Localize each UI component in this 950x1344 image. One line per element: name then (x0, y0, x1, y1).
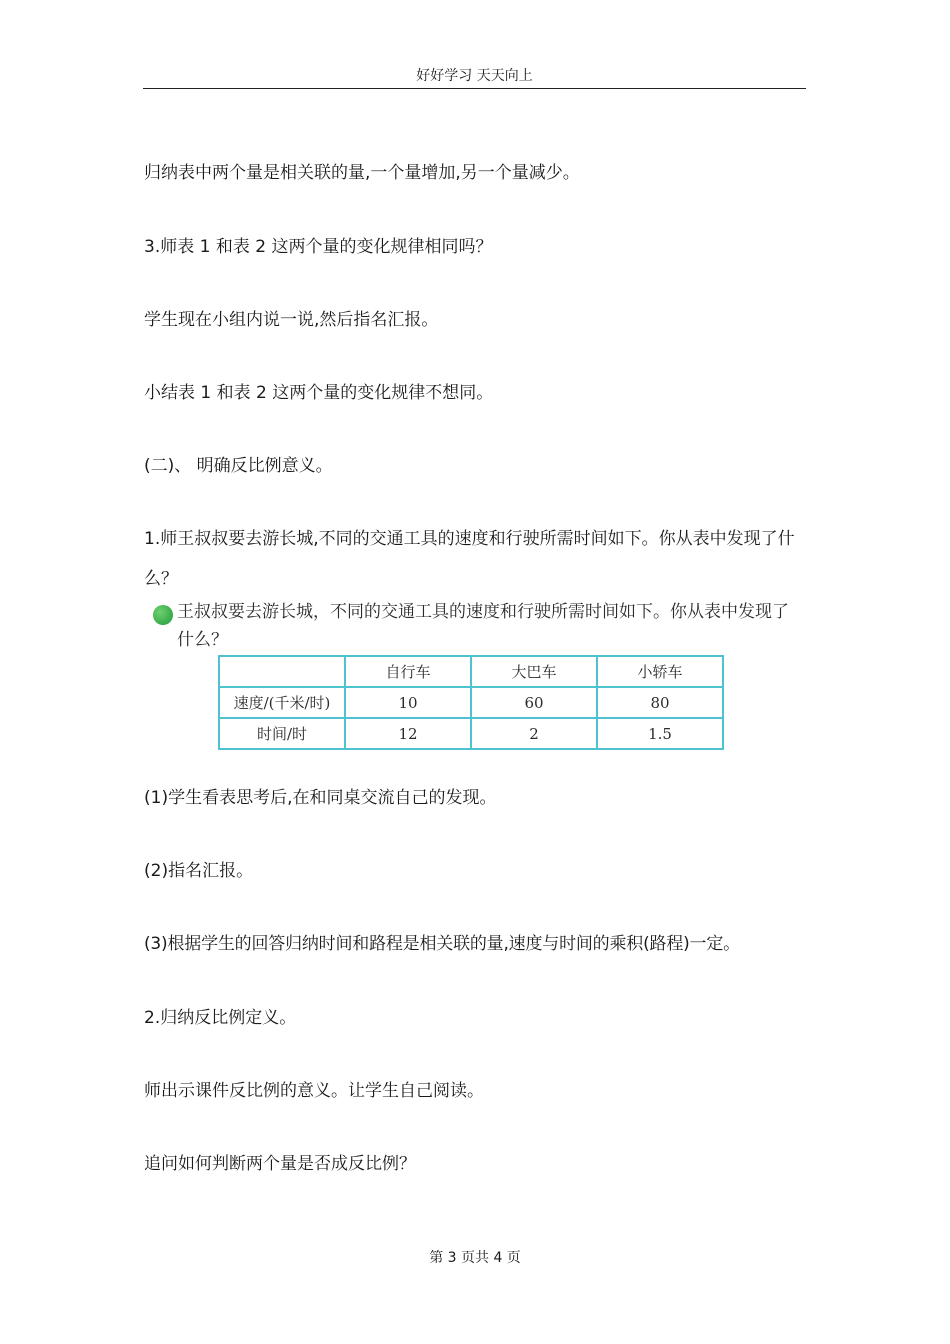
table-cell: 10 (345, 687, 471, 718)
paragraph: (1)学生看表思考后,在和同桌交流自己的发现。 (144, 788, 497, 808)
page-header: 好好学习 天天向上 (416, 68, 533, 84)
page-number: 第 3 页共 4 页 (429, 1250, 521, 1266)
table-row (219, 687, 723, 718)
row-header: 速度/(千米/时) (219, 687, 345, 718)
table-cell: 80 (597, 687, 723, 718)
textbook-figure (150, 598, 810, 760)
paragraph: 1.师王叔叔要去游长城,不同的交通工具的速度和行驶所需时间如下。你从表中发现了什么？ (144, 529, 795, 589)
paragraph: 追问如何判断两个量是否成反比例？ (144, 1154, 416, 1174)
paragraph: 师出示课件反比例的意义。让学生自己阅读。 (144, 1081, 484, 1101)
column-header: 小轿车 (597, 656, 723, 687)
table-cell: 60 (471, 687, 597, 718)
figure-question: 王叔叔要去游长城，不同的交通工具的速度和行驶所需时间如下。你从表中发现了什么？ (177, 602, 789, 650)
paragraph: 小结表 1 和表 2 这两个量的变化规律不想同。 (144, 383, 494, 403)
data-table (218, 655, 724, 750)
paragraph: 3.师表 1 和表 2 这两个量的变化规律相同吗？ (144, 237, 493, 257)
paragraph: 归纳表中两个量是相关联的量,一个量增加,另一个量减少。 (144, 163, 580, 183)
column-header: 大巴车 (471, 656, 597, 687)
header-rule (143, 88, 806, 89)
paragraph: (2)指名汇报。 (144, 861, 254, 881)
table-row (219, 718, 723, 749)
green-bullet-icon (153, 605, 173, 625)
paragraph: (3)根据学生的回答归纳时间和路程是相关联的量,速度与时间的乘积(路程)一定。 (144, 934, 740, 954)
table-header-row (219, 656, 723, 687)
section-heading: (二)、 明确反比例意义。 (144, 456, 333, 476)
table-cell: 2 (471, 718, 597, 749)
row-header: 时间/时 (219, 718, 345, 749)
paragraph: 2.归纳反比例定义。 (144, 1008, 297, 1028)
column-header: 自行车 (345, 656, 471, 687)
table-cell: 1.5 (597, 718, 723, 749)
table-corner-cell (219, 656, 345, 687)
paragraph: 学生现在小组内说一说,然后指名汇报。 (144, 310, 439, 330)
table-cell: 12 (345, 718, 471, 749)
